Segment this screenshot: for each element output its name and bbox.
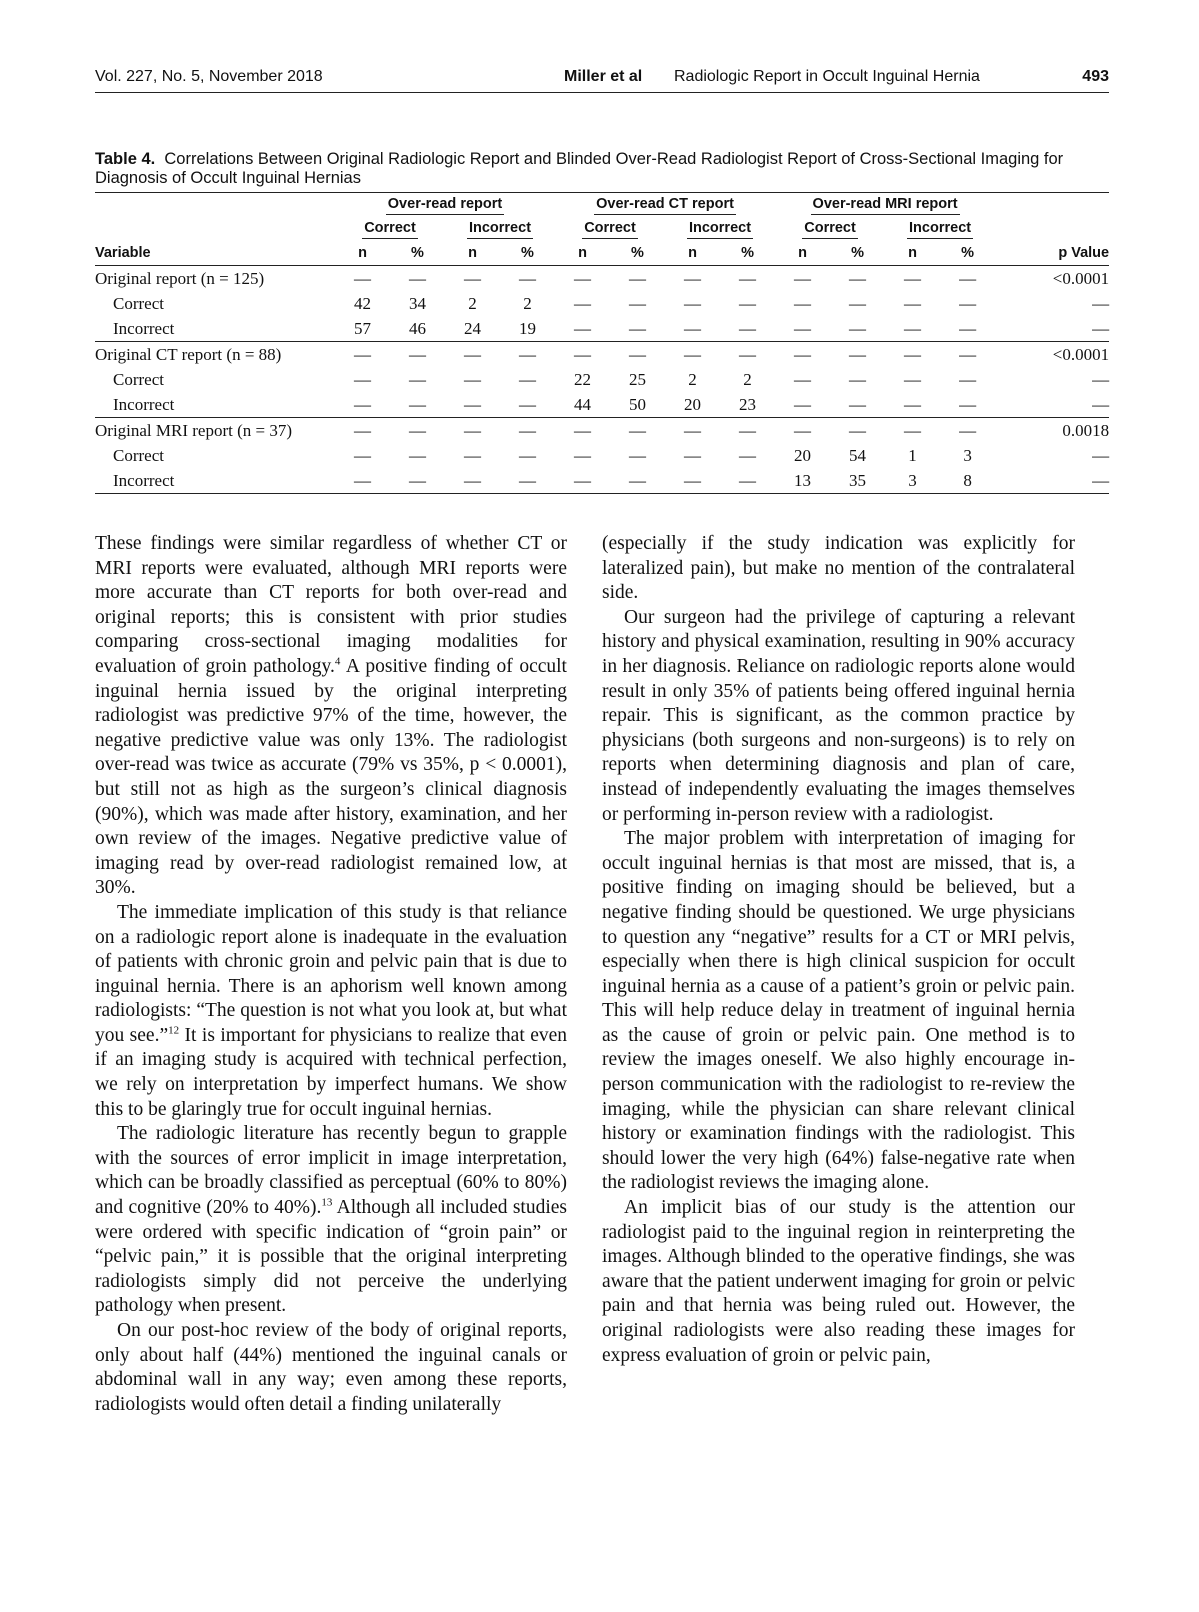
subgroup-header: Correct <box>362 219 418 239</box>
table-cell: 35 <box>830 468 885 494</box>
table-cell: 8 <box>940 468 995 494</box>
table-cell: — <box>519 369 536 389</box>
body-paragraph: The major problem with interpretation of imaging for occult inguinal hernias is that most are missed, that is, a positive finding on imaging should be believed, but a negative finding should be questioned. We urge physicians to question any “negative” results for a CT or MRI pelvis, especially when there is high clinical suspicion for occult inguinal hernia as a cause of a patient’s groin or pelvic pain. This will help reduce delay in treatment of inguinal hernia as the cause of groin or pelvic pain. One method is to review the images oneself. We also highly encourage in-person communication with the radiologist to re-review the imaging, while the physician can share relevant clinical history or examination findings with the radiologist. This should lower the very high (64%) false-negative rate when the radiologist reviews the imaging alone. <box>602 828 1075 1194</box>
table-cell: — <box>720 418 775 444</box>
row-label: Original MRI report (n = 37) <box>95 418 335 444</box>
citation-ref: 4 <box>334 655 341 668</box>
table-cell: 23 <box>739 394 757 414</box>
n-header: n <box>335 241 390 266</box>
table-cell: 22 <box>574 369 591 389</box>
row-label: Incorrect <box>95 468 335 494</box>
p-value-cell: <0.0001 <box>995 342 1109 368</box>
table-cell: — <box>849 268 867 288</box>
table-cell: — <box>904 369 922 389</box>
table-cell: — <box>354 268 371 288</box>
table-cell: 2 <box>688 369 697 389</box>
table-cell: — <box>610 342 665 368</box>
table-cell: — <box>464 369 481 389</box>
pct-header: % <box>390 241 445 266</box>
table-cell: — <box>904 293 922 313</box>
table-cell: — <box>665 342 720 368</box>
table-cell: — <box>720 342 775 368</box>
table-cell: — <box>794 394 812 414</box>
table-cell: — <box>409 268 426 288</box>
group-header: Over-read MRI report <box>811 195 960 215</box>
table-cell: — <box>940 342 995 368</box>
table-row <box>95 418 1109 444</box>
table-cell: — <box>354 369 371 389</box>
table-cell: 46 <box>409 318 426 338</box>
table-subgroup-header-row <box>95 217 1109 241</box>
table-cell: — <box>739 268 757 288</box>
table-cell: — <box>390 468 445 494</box>
p-value-cell: — <box>1092 394 1110 414</box>
table-cell: — <box>959 318 977 338</box>
table-cell: — <box>610 418 665 444</box>
table-row <box>95 316 1109 342</box>
table-cell: — <box>500 468 555 494</box>
table-row <box>95 291 1109 316</box>
table-cell: — <box>775 418 830 444</box>
table-cell: — <box>904 394 922 414</box>
table-cell: 20 <box>684 394 701 414</box>
table-cell: 3 <box>885 468 940 494</box>
p-value-cell: <0.0001 <box>1052 268 1110 288</box>
subgroup-header: Incorrect <box>907 219 973 239</box>
table-cell: — <box>885 418 940 444</box>
table-cell: 13 <box>775 468 830 494</box>
table-caption-text: Correlations Between Original Radiologic Report and Blinded Over-Read Radiologist Report of Cross-Sectional Imaging for Diagnosis of Occult Inguinal Hernias <box>95 150 1064 187</box>
page-number: 493 <box>1082 68 1109 85</box>
table-cell: — <box>390 418 445 444</box>
table-cell: — <box>885 342 940 368</box>
pct-header: % <box>500 241 555 266</box>
pct-header: % <box>940 241 995 266</box>
body-column-right <box>602 532 1075 1368</box>
table-cell: 57 <box>354 318 371 338</box>
table-cell: 54 <box>849 445 867 465</box>
table-label: Table 4. <box>95 150 156 168</box>
table-row <box>95 392 1109 418</box>
citation-ref: 13 <box>321 1196 333 1209</box>
n-header: n <box>775 241 830 266</box>
table-cell: — <box>629 445 646 465</box>
table-cell: — <box>574 318 591 338</box>
table-cell: — <box>849 318 867 338</box>
table-cell: 2 <box>468 293 477 313</box>
table-cell: 24 <box>464 318 481 338</box>
table-cell: — <box>684 318 701 338</box>
table-cell: 2 <box>523 293 532 313</box>
table-cell: — <box>849 394 867 414</box>
table-cell: 42 <box>354 293 371 313</box>
n-header: n <box>665 241 720 266</box>
table-cell: 1 <box>908 445 917 465</box>
table-body <box>95 266 1109 494</box>
table-row <box>95 443 1109 468</box>
table-cell: — <box>959 268 977 288</box>
table-cell: — <box>390 342 445 368</box>
table-cell: — <box>519 268 536 288</box>
table-cell: — <box>904 268 922 288</box>
n-header: n <box>555 241 610 266</box>
p-value-cell: — <box>1092 318 1110 338</box>
table-cell: — <box>959 369 977 389</box>
table-cell: — <box>555 342 610 368</box>
table-cell: — <box>519 394 536 414</box>
table-cell: — <box>500 342 555 368</box>
table-cell: — <box>849 369 867 389</box>
table-cell: — <box>684 268 701 288</box>
table-cell: 2 <box>743 369 752 389</box>
table-cell: — <box>464 445 481 465</box>
group-header: Over-read CT report <box>594 195 736 215</box>
table-cell: — <box>445 342 500 368</box>
p-value-cell: — <box>1092 293 1110 313</box>
table-cell: — <box>500 418 555 444</box>
row-label: Original CT report (n = 88) <box>95 342 335 368</box>
n-header: n <box>445 241 500 266</box>
table-cell: — <box>629 268 646 288</box>
table-cell: — <box>684 293 701 313</box>
table-cell: — <box>684 445 701 465</box>
body-paragraph: The immediate implication of this study is that reliance on a radiologic report alone is inadequate in the evaluation of patients with chronic groin and pelvic pain that is due to inguinal hernia. There is an aphorism well known among radiologists: “The question is not what you look at, but what you see.”$^{12}$ It is important for physicians to realize that even if an imaging study is acquired with technical perfection, we rely on interpretation by imperfect humans. We show this to be glaringly true for occult inguinal hernias. <box>95 901 567 1120</box>
table-cell: — <box>409 445 426 465</box>
table-cell: 3 <box>963 445 972 465</box>
table-cell: — <box>830 418 885 444</box>
table-caption <box>95 150 1109 188</box>
row-label: Original report (n = 125) <box>95 268 265 288</box>
table-cell: — <box>849 293 867 313</box>
table-cell: — <box>335 342 390 368</box>
body-paragraph: These findings were similar regardless of whether CT or MRI reports were evaluated, although MRI reports were more accurate than CT reports for both over-read and original reports; this is consistent with prior studies comparing cross-sectional imaging modalities for evaluation of groin pathology.$^4$ A positive finding of occult inguinal hernia issued by the original interpreting radiologist was predictive 97% of the time, however, the negative predictive value was only 13%. The radiologist over-read was twice as accurate (79% vs 35%, p < 0.0001), but still not as high as the surgeon’s clinical diagnosis (90%), which was made after history, examination, and her own review of the images. Negative predictive value of imaging read by over-read radiologist remained low, at 30%. <box>95 533 567 899</box>
pct-header: % <box>610 241 665 266</box>
n-header: n <box>885 241 940 266</box>
table-cell: — <box>610 468 665 494</box>
table-cell: — <box>574 445 591 465</box>
table-cell: — <box>574 268 591 288</box>
row-label: Correct <box>113 293 164 313</box>
row-label: Incorrect <box>113 394 175 414</box>
table-cell: — <box>354 394 371 414</box>
table-cell: — <box>775 342 830 368</box>
table-cell: 50 <box>629 394 646 414</box>
pct-header: % <box>830 241 885 266</box>
table-cell: — <box>409 369 426 389</box>
body-paragraph: Our surgeon had the privilege of capturing a relevant history and physical examination, resulting in 90% accuracy in her diagnosis. Reliance on radiologic reports alone would result in only 35% of patients being offered inguinal hernia repair. This is significant, as the common practice by physicians (both surgeons and non-surgeons) is to rely on reports when determining diagnosis and plan of care, instead of independently evaluating the images themselves or performing in-person review with a radiologist. <box>602 606 1075 825</box>
row-label: Correct <box>113 369 164 389</box>
table-cell: — <box>519 445 536 465</box>
p-value-cell: — <box>1092 369 1110 389</box>
body-column-left <box>95 532 567 1417</box>
table-cell: 25 <box>629 369 646 389</box>
table-cell: — <box>830 342 885 368</box>
subgroup-header: Incorrect <box>687 219 753 239</box>
table-cell: — <box>720 468 775 494</box>
table-row <box>95 342 1109 368</box>
table-cell: 34 <box>409 293 426 313</box>
variable-header: Variable <box>95 241 335 266</box>
table-cell: — <box>940 418 995 444</box>
table-row <box>95 367 1109 392</box>
table-cell: — <box>665 418 720 444</box>
subgroup-header: Correct <box>582 219 638 239</box>
p-value-header: p Value <box>995 241 1109 266</box>
table-cell: 20 <box>794 445 812 465</box>
running-title: Radiologic Report in Occult Inguinal Hernia <box>674 68 980 85</box>
group-header: Over-read report <box>386 195 504 215</box>
table-cell: — <box>574 293 591 313</box>
body-paragraph: On our post-hoc review of the body of original reports, only about half (44%) mentioned the inguinal canals or abdominal wall in any way; even among these reports, radiologists would often detail a finding unilaterally <box>95 1320 567 1415</box>
table-cell: — <box>335 468 390 494</box>
table-cell: — <box>335 418 390 444</box>
table-row <box>95 266 1109 292</box>
citation-ref: 12 <box>168 1024 180 1037</box>
subgroup-header: Incorrect <box>467 219 533 239</box>
table-cell: — <box>904 318 922 338</box>
table-cell: 19 <box>519 318 536 338</box>
subgroup-header: Correct <box>802 219 858 239</box>
table-cell: — <box>739 445 757 465</box>
body-paragraph: (especially if the study indication was explicitly for lateralized pain), but make no mention of the contralateral side. <box>602 533 1075 604</box>
p-value-cell: — <box>1092 445 1110 465</box>
running-header <box>95 66 1109 93</box>
p-value-cell: 0.0018 <box>995 418 1109 444</box>
table-cell: — <box>794 318 812 338</box>
table-cell: — <box>409 394 426 414</box>
table-column-header-row <box>95 241 1109 266</box>
table-cell: — <box>629 293 646 313</box>
table-cell: — <box>445 468 500 494</box>
author-line: Miller et al <box>564 68 643 85</box>
table-cell: — <box>794 369 812 389</box>
table-cell: — <box>739 293 757 313</box>
table-cell: — <box>555 468 610 494</box>
table-cell: — <box>354 445 371 465</box>
table-cell: — <box>794 293 812 313</box>
row-label: Correct <box>113 445 164 465</box>
table-cell: — <box>445 418 500 444</box>
body-paragraph: An implicit bias of our study is the attention our radiologist paid to the inguinal region in reinterpreting the images. Although blinded to the operative findings, she was aware that the patient underwent imaging for groin or pelvic pain and that hernia was being ruled out. However, the original radiologists were also reading these images for express evaluation of groin or pelvic pain, <box>602 1197 1075 1366</box>
table-cell: — <box>959 394 977 414</box>
journal-volume: Vol. 227, No. 5, November 2018 <box>95 68 323 85</box>
table-cell: — <box>959 293 977 313</box>
p-value-cell: — <box>995 468 1109 494</box>
table-cell: — <box>794 268 812 288</box>
table-cell: — <box>464 394 481 414</box>
table-cell: — <box>739 318 757 338</box>
table-group-header-row <box>95 193 1109 218</box>
pct-header: % <box>720 241 775 266</box>
table-cell: 44 <box>574 394 591 414</box>
table-cell: — <box>629 318 646 338</box>
row-label: Incorrect <box>113 318 175 338</box>
table-cell: — <box>665 468 720 494</box>
table-row <box>95 468 1109 494</box>
results-table <box>95 192 1109 494</box>
table-cell: — <box>464 268 481 288</box>
body-paragraph: The radiologic literature has recently begun to grapple with the sources of error implicit in image interpretation, which can be broadly classified as perceptual (60% to 80%) and cognitive (20% to 40%).$^{13}$ Although all included studies were ordered with specific indication of “groin pain” or “pelvic pain,” it is possible that the original interpreting radiologists simply did not perceive the underlying pathology when present. <box>95 1123 567 1317</box>
table-cell: — <box>555 418 610 444</box>
